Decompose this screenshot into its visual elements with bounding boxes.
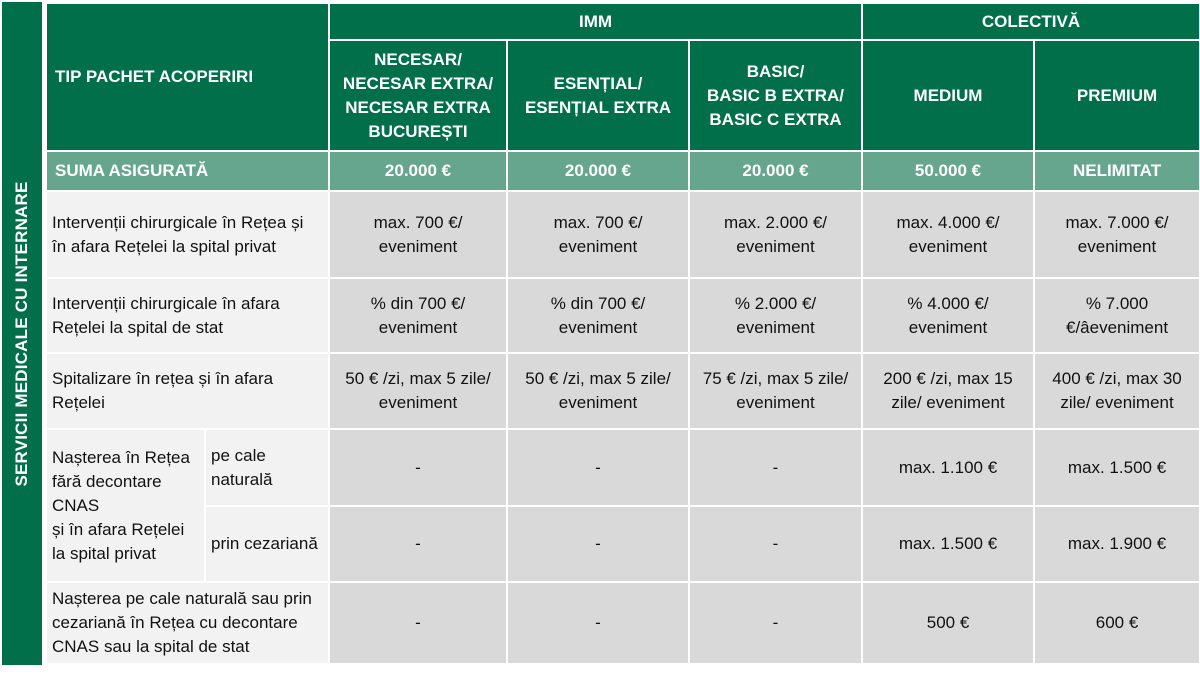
table-cell: 200 € /zi, max 15 zile/ eveniment (862, 353, 1034, 429)
birth-sub-label: pe cale naturală (205, 429, 329, 506)
table-cell: % din 700 €/ eveniment (507, 278, 689, 353)
table-cell: 50 € /zi, max 5 zile/ eveniment (507, 353, 689, 429)
table-cell: - (329, 429, 507, 506)
insured-sum-label: SUMA ASIGURATĂ (46, 151, 329, 191)
insured-sum-value: 50.000 € (862, 151, 1034, 191)
insured-sum-value: 20.000 € (689, 151, 862, 191)
row-label: Spitalizare în rețea și în afara Rețelei (46, 353, 329, 429)
insured-sum-row (46, 151, 1200, 191)
table-cell: - (329, 506, 507, 582)
table-cell: max. 700 €/ eveniment (329, 191, 507, 278)
table-cell: max. 2.000 €/ eveniment (689, 191, 862, 278)
birth-group-label: Nașterea în Rețea fără decontare CNAS și în afara Rețelei la spital privat (46, 429, 205, 582)
group-header-imm: IMM (329, 3, 862, 40)
table-cell: - (507, 429, 689, 506)
table-cell: max. 1.500 € (862, 506, 1034, 582)
header-group-row (46, 3, 1200, 40)
table-cell: - (329, 582, 507, 664)
table-cell: % 2.000 €/ eveniment (689, 278, 862, 353)
table-row (46, 278, 1200, 353)
table-cell: % 4.000 €/ eveniment (862, 278, 1034, 353)
table-cell: 400 € /zi, max 30 zile/ eveniment (1034, 353, 1200, 429)
table-cell: % 7.000 €/âeveniment (1034, 278, 1200, 353)
side-banner (2, 2, 42, 665)
row-label: Intervenții chirurgicale în afara Rețelei la spital de stat (46, 278, 329, 353)
table-cell: max. 1.900 € (1034, 506, 1200, 582)
table-cell: max. 1.100 € (862, 429, 1034, 506)
table-cell: max. 4.000 €/ eveniment (862, 191, 1034, 278)
table-cell: - (689, 506, 862, 582)
table-cell: - (507, 506, 689, 582)
row-label: Intervenții chirurgicale în Rețea și în afara Rețelei la spital privat (46, 191, 329, 278)
column-header-medium: MEDIUM (862, 40, 1034, 151)
row-label: Nașterea pe cale naturală sau prin cezariană în Rețea cu decontare CNAS sau la spital de stat (46, 582, 329, 664)
insured-sum-value: NELIMITAT (1034, 151, 1200, 191)
table-cell: 75 € /zi, max 5 zile/ eveniment (689, 353, 862, 429)
package-type-header: TIP PACHET ACOPERIRI (46, 3, 329, 151)
column-header-esential: ESENȚIAL/ ESENȚIAL EXTRA (507, 40, 689, 151)
table-cell: 500 € (862, 582, 1034, 664)
table-cell: - (507, 582, 689, 664)
table-cell: 50 € /zi, max 5 zile/ eveniment (329, 353, 507, 429)
column-header-necesar: NECESAR/ NECESAR EXTRA/ NECESAR EXTRA BUCUREȘTI (329, 40, 507, 151)
group-header-colectiva: COLECTIVĂ (862, 3, 1200, 40)
table-cell: - (689, 429, 862, 506)
table-row (46, 429, 1200, 506)
table-cell: 600 € (1034, 582, 1200, 664)
insured-sum-value: 20.000 € (507, 151, 689, 191)
column-header-premium: PREMIUM (1034, 40, 1200, 151)
table-cell: % din 700 €/ eveniment (329, 278, 507, 353)
birth-sub-label: prin cezariană (205, 506, 329, 582)
column-header-basic: BASIC/ BASIC B EXTRA/ BASIC C EXTRA (689, 40, 862, 151)
table-row (46, 582, 1200, 664)
coverage-table (45, 2, 1200, 665)
table-row (46, 353, 1200, 429)
table-row (46, 506, 1200, 582)
table-cell: - (689, 582, 862, 664)
insured-sum-value: 20.000 € (329, 151, 507, 191)
table-cell: max. 700 €/ eveniment (507, 191, 689, 278)
table-row (46, 191, 1200, 278)
side-banner-label: SERVICII MEDICALE CU INTERNARE (12, 180, 31, 487)
table-cell: max. 7.000 €/ eveniment (1034, 191, 1200, 278)
table-cell: max. 1.500 € (1034, 429, 1200, 506)
